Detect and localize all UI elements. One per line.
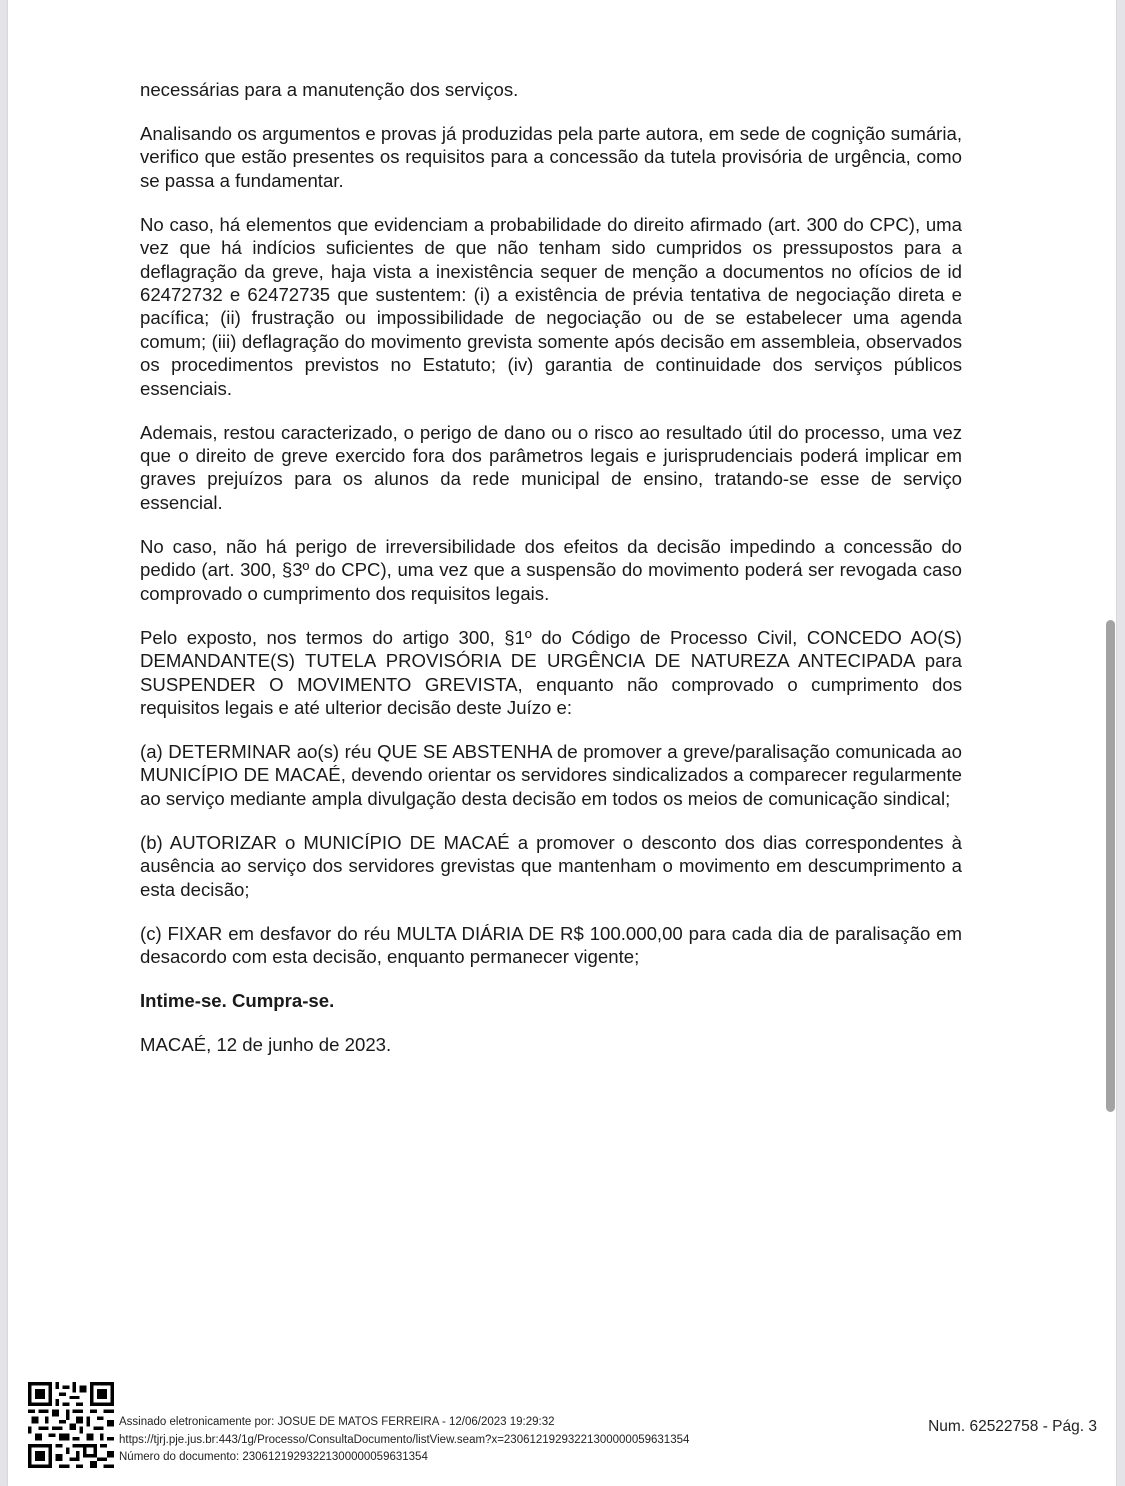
document-page: [8, 0, 1116, 1486]
paragraph: Analisando os argumentos e provas já produzidas pela parte autora, em sede de cognição sumária, verifico que estão presentes os requisitos para a concessão da tutela provisória de urgência, como se passa a fundamentar.: [140, 123, 962, 191]
date-line: MACAÉ, 12 de junho de 2023.: [140, 1033, 392, 1055]
scrollbar-track[interactable]: [1117, 0, 1125, 1486]
paragraph: Pelo exposto, nos termos do artigo 300, §1º do Código de Processo Civil, CONCEDO AO(S) DEMANDANTE(S) TUTELA PROVISÓRIA DE URGÊNCIA DE NATUREZA ANTECIPADA para SUSPENDER O MOVIMENTO GREVISTA, enquanto não comprovado o cumprimento dos requisitos legais e até ulterior decisão deste Juízo e:: [140, 626, 962, 718]
paragraph: Ademais, restou caracterizado, o perigo de dano ou o risco ao resultado útil do processo, uma vez que o direito de greve exercido fora dos parâmetros legais e jurisprudenciais poderá implicar em graves prejuízos para os alunos da rede municipal de ensino, tratando-se esse de serviço essencial.: [140, 421, 962, 513]
paragraph-item-b: (b) AUTORIZAR o MUNICÍPIO DE MACAÉ a promover o desconto dos dias correspondentes à ausência ao serviço dos servidores grevistas que mantenham o movimento em descumprimento a esta decisão;: [140, 831, 962, 900]
signed-by-text: Assinado eletronicamente por: JOSUE DE MATOS FERREIRA - 12/06/2023 19:29:32: [119, 1416, 555, 1428]
paragraph: No caso, não há perigo de irreversibilidade dos efeitos da decisão impedindo a concessão do pedido (art. 300, §3º do CPC), uma vez que a suspensão do movimento poderá ser revogada caso comprovado o cumprimento dos requisitos legais.: [140, 535, 962, 604]
document-url-link[interactable]: https://tjrj.pje.jus.br:443/1g/Processo/ConsultaDocumento/listView.seam?x=23061219293221300000059631354: [119, 1433, 690, 1446]
closing-statement: Intime-se. Cumpra-se.: [140, 989, 335, 1011]
paragraph-item-c: (c) FIXAR em desfavor do réu MULTA DIÁRIA DE R$ 100.000,00 para cada dia de paralisação em desacordo com esta decisão, enquanto permanecer vigente;: [140, 922, 962, 967]
paragraph: No caso, há elementos que evidenciam a probabilidade do direito afirmado (art. 300 do CPC), uma vez que há indícios suficientes de que não tenham sido cumpridos os pressupostos para a deflagração da greve, haja vista a inexistência sequer de menção a documentos no ofícios de id 62472732 e 62472735 que sustentem: (i) a existência de prévia tentativa de negociação direta e pacífica; (ii) frustração ou impossibilidade de negociação ou de se estabelecer uma agenda comum; (iii) deflagração do movimento grevista somente após decisão em assembleia, observados os procedimentos previstos no Estatuto; (iv) garantia de continuidade dos serviços públicos essenciais.: [140, 213, 962, 399]
qr-code-icon: [28, 1382, 114, 1468]
page-number: Num. 62522758 - Pág. 3: [928, 1418, 1097, 1435]
paragraph-item-a: (a) DETERMINAR ao(s) réu QUE SE ABSTENHA de promover a greve/paralisação comunicada ao MUNICÍPIO DE MACAÉ, devendo orientar os servidores sindicalizados a comparecer regularmente ao serviço mediante ampla divulgação desta decisão em todos os meios de comunicação sindical;: [140, 740, 962, 809]
signature-footer: [119, 1414, 689, 1467]
scrollbar-thumb[interactable]: [1106, 620, 1115, 1112]
document-number-text: Número do documento: 23061219293221300000059631354: [119, 1451, 428, 1463]
document-body: [140, 78, 962, 1077]
paragraph: necessárias para a manutenção dos serviços.: [140, 79, 519, 100]
